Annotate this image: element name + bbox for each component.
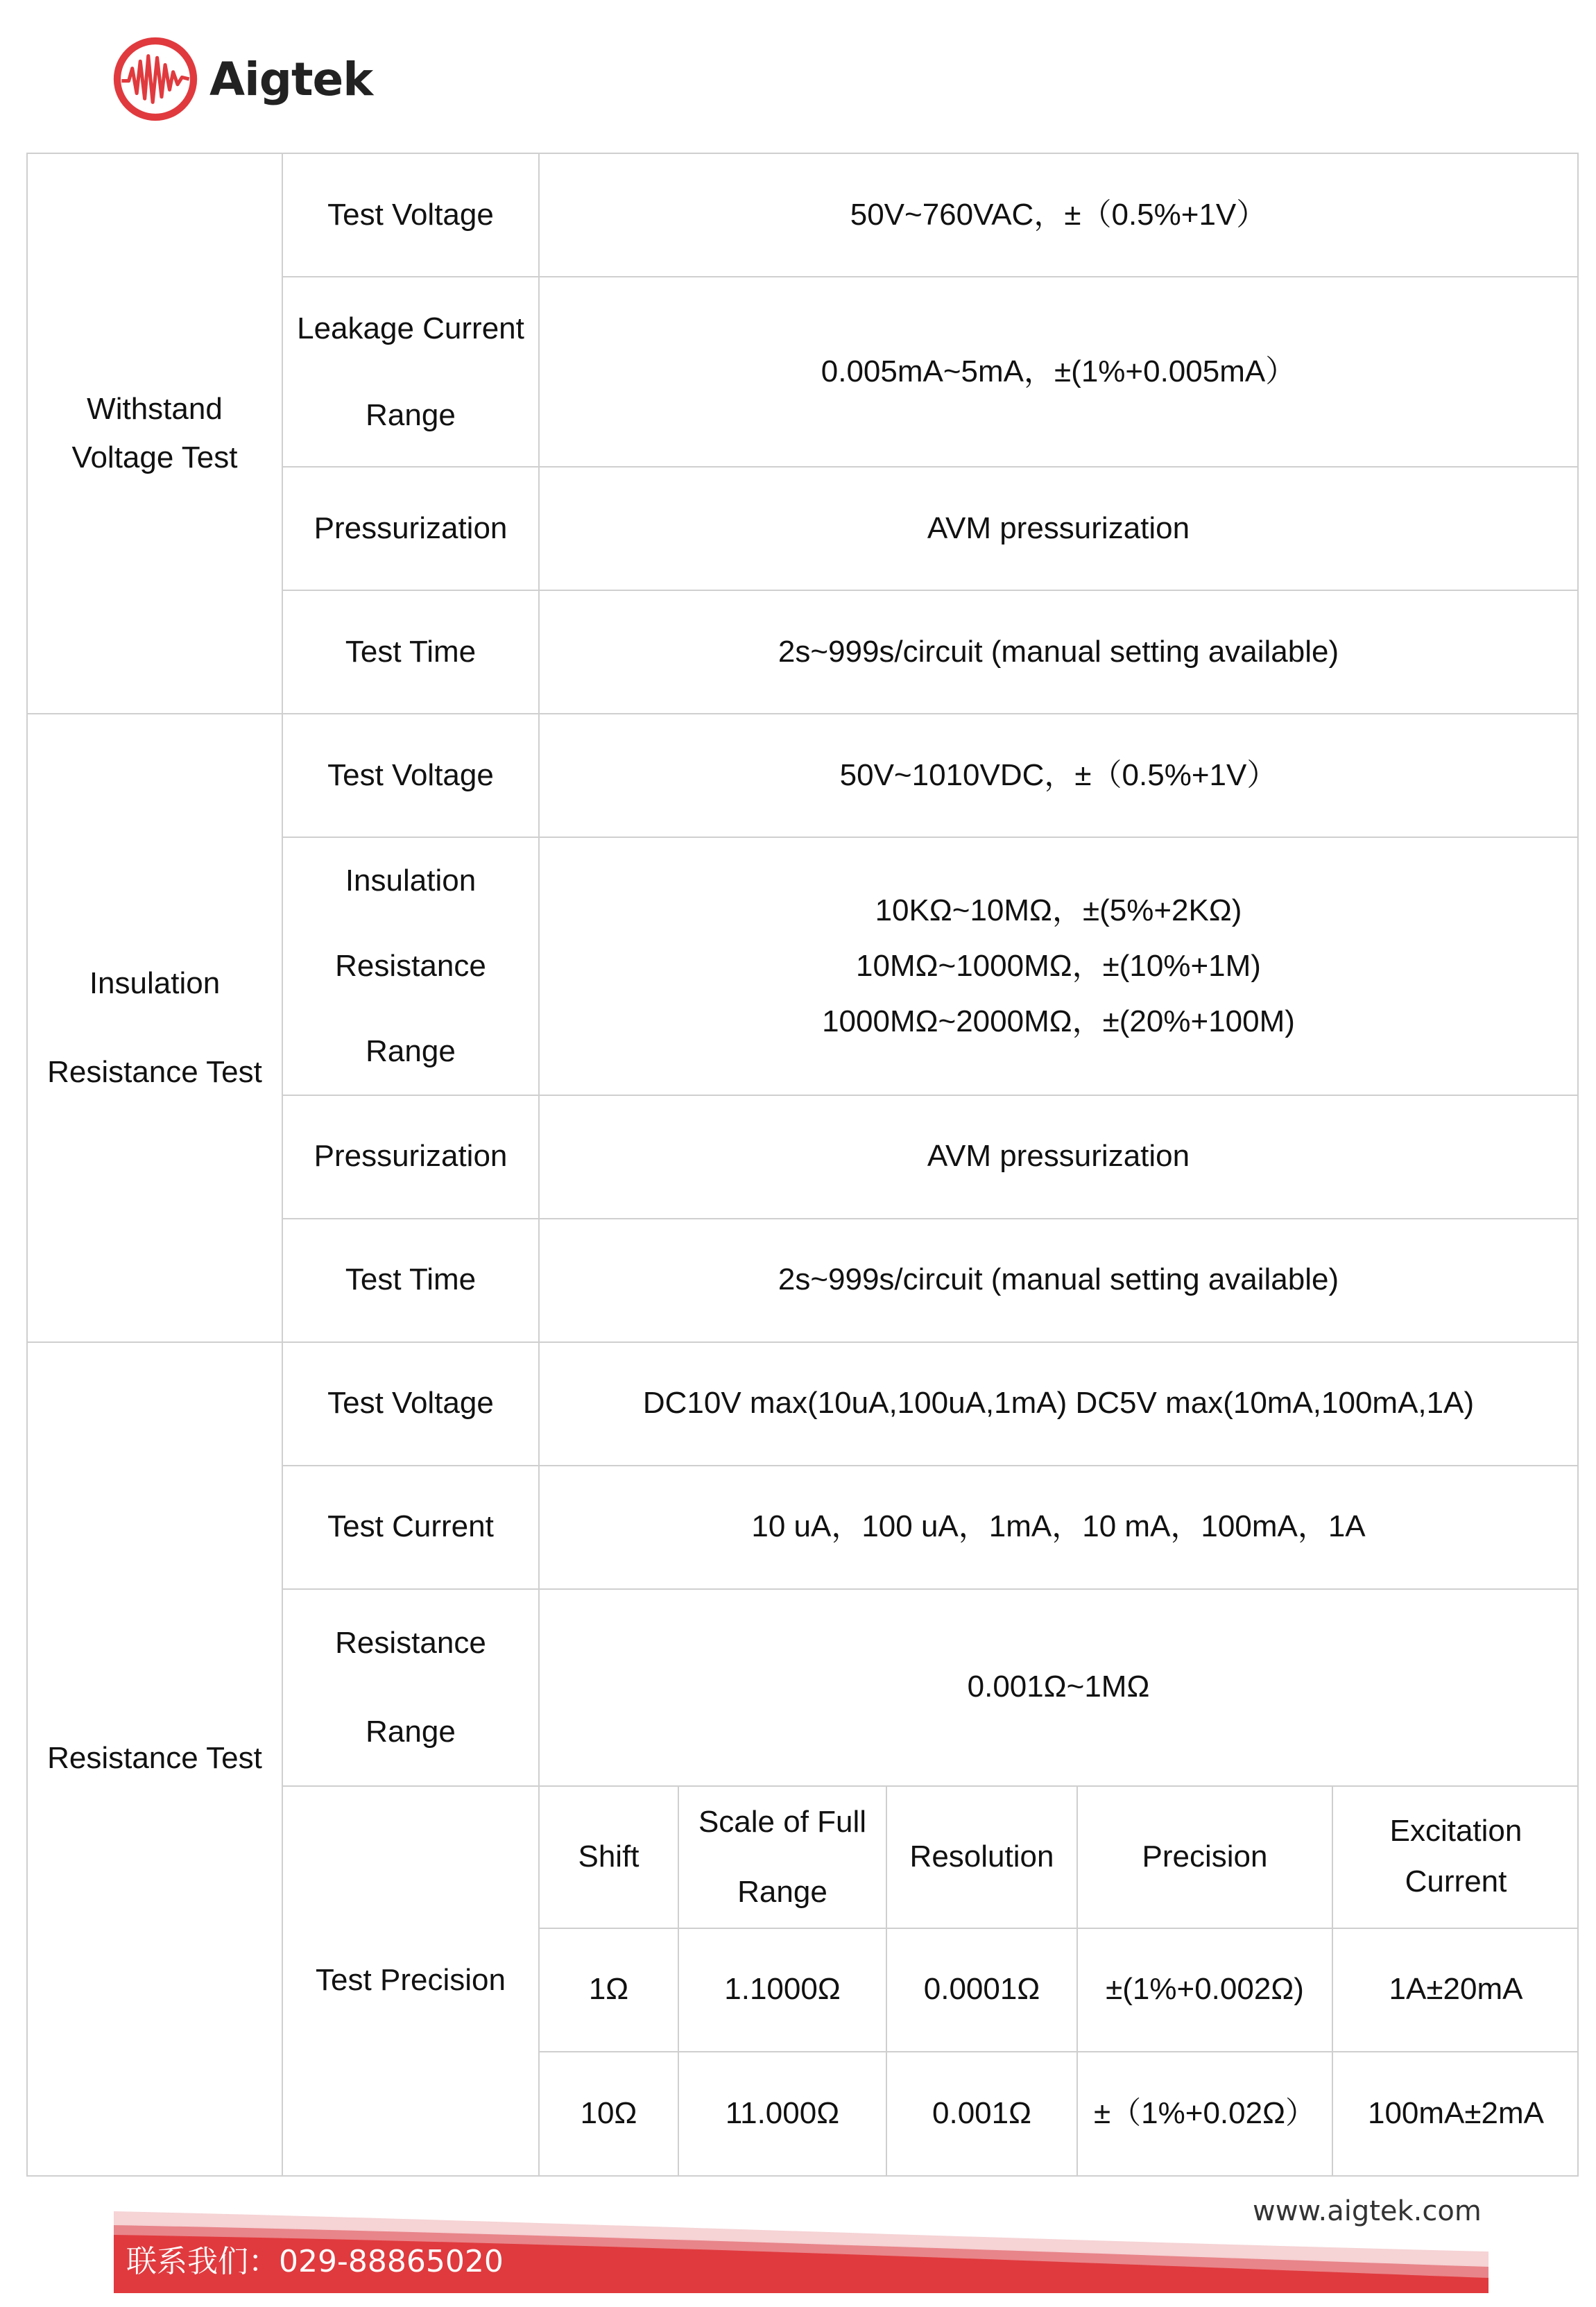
section-title-line: Insulation — [89, 966, 221, 1001]
precision-cell — [539, 1786, 1578, 2176]
cell-excitation: 100mA±2mA — [1332, 2052, 1579, 2175]
header-line: Scale of Full — [698, 1804, 867, 1839]
header-resolution: Resolution — [886, 1787, 1077, 1928]
row-label: Pressurization — [282, 467, 539, 590]
row-value: DC10V max(10uA,100uA,1mA) DC5V max(10mA,100mA,1A) — [539, 1342, 1578, 1466]
header-line: Range — [737, 1875, 827, 1910]
table-row — [27, 1342, 1578, 1466]
range-line: 1000MΩ~2000MΩ，±(20%+100M) — [822, 1004, 1295, 1038]
row-value: 0.001Ω~1MΩ — [539, 1589, 1578, 1786]
row-label: Test Time — [282, 1219, 539, 1342]
header — [111, 31, 372, 128]
cell-scale: 11.000Ω — [678, 2052, 886, 2175]
label-line: Insulation — [345, 864, 477, 898]
row-label: Test Current — [282, 1466, 539, 1589]
header-line: Current — [1405, 1864, 1507, 1899]
row-label: Test Time — [282, 590, 539, 714]
aigtek-logo-icon — [111, 35, 200, 123]
header-precision: Precision — [1077, 1787, 1332, 1928]
row-label: Test Voltage — [282, 153, 539, 277]
row-value: AVM pressurization — [539, 1095, 1578, 1219]
brand-name: Aigtek — [209, 52, 373, 106]
header-line: Excitation — [1389, 1814, 1522, 1849]
cell-precision: ±（1%+0.02Ω） — [1077, 2052, 1332, 2175]
section-title-text: Withstand Voltage Test — [71, 391, 238, 474]
row-label: Test Precision — [282, 1786, 539, 2176]
row-label — [282, 837, 539, 1095]
row-value: 0.005mA~5mA，±(1%+0.005mA） — [539, 277, 1578, 467]
row-value: 10 uA，100 uA，1mA，10 mA，100mA，1A — [539, 1466, 1578, 1589]
cell-shift: 1Ω — [540, 1928, 678, 2052]
row-value: 50V~1010VDC，±（0.5%+1V） — [539, 714, 1578, 837]
range-line: 10KΩ~10MΩ，±(5%+2KΩ) — [875, 893, 1242, 927]
row-label — [282, 1589, 539, 1786]
row-label: Pressurization — [282, 1095, 539, 1219]
header-shift: Shift — [540, 1787, 678, 1928]
section-title — [27, 714, 282, 1342]
header-scale — [678, 1787, 886, 1928]
cell-precision: ±(1%+0.002Ω) — [1077, 1928, 1332, 2052]
precision-header-row — [540, 1787, 1579, 1928]
header-excitation — [1332, 1787, 1579, 1928]
contact-phone: 联系我们：029-88865020 — [126, 2244, 504, 2279]
label-line: Range — [366, 398, 456, 432]
row-label: Test Voltage — [282, 1342, 539, 1466]
label-line: Resistance — [335, 1625, 486, 1660]
spec-table — [26, 153, 1579, 2177]
precision-row — [540, 2052, 1579, 2175]
row-value: 50V~760VAC，±（0.5%+1V） — [539, 153, 1578, 277]
precision-table — [540, 1787, 1579, 2175]
cell-excitation: 1A±20mA — [1332, 1928, 1579, 2052]
row-value: 2s~999s/circuit (manual setting available) — [539, 590, 1578, 714]
section-title — [27, 153, 282, 714]
row-value — [539, 837, 1578, 1095]
cell-resolution: 0.0001Ω — [886, 1928, 1077, 2052]
label-line: Resistance Range — [335, 949, 486, 1069]
table-row — [27, 153, 1578, 277]
cell-scale: 1.1000Ω — [678, 1928, 886, 2052]
row-value: 2s~999s/circuit (manual setting available) — [539, 1219, 1578, 1342]
section-title-line: Resistance Test — [47, 1054, 262, 1089]
row-value: AVM pressurization — [539, 467, 1578, 590]
range-line: 10MΩ~1000MΩ，±(10%+1M) — [856, 948, 1261, 983]
cell-resolution: 0.001Ω — [886, 2052, 1077, 2175]
row-label — [282, 277, 539, 467]
section-title: Resistance Test — [27, 1342, 282, 2176]
website-url[interactable]: www.aigtek.com — [1253, 2195, 1482, 2227]
row-label: Test Voltage — [282, 714, 539, 837]
cell-shift: 10Ω — [540, 2052, 678, 2175]
label-line: Leakage Current — [297, 311, 524, 345]
table-row — [27, 714, 1578, 837]
precision-row — [540, 1928, 1579, 2052]
label-line: Range — [366, 1714, 456, 1749]
